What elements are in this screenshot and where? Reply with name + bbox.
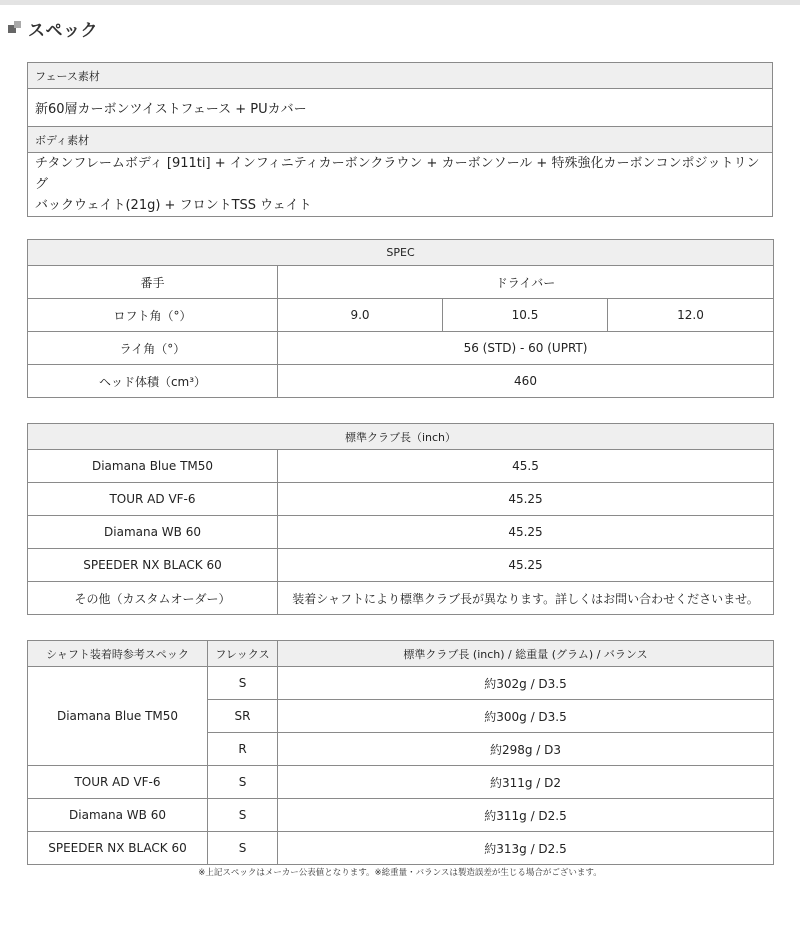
footnote: ※上記スペックはメーカー公表値となります。※総重量・バランスは製造誤差が生じる場合がございます。: [198, 868, 602, 878]
length-value: 45.25: [278, 483, 774, 516]
club-label: 番手: [28, 266, 278, 299]
weight-balance-value: 約302g / D3.5: [278, 667, 774, 700]
section-heading: [8, 17, 98, 39]
flex-value: SR: [208, 700, 278, 733]
volume-value: 460: [278, 365, 774, 398]
shaft-header: シャフト装着時参考スペック: [28, 641, 208, 667]
length-shaft-name: SPEEDER NX BLACK 60: [28, 549, 278, 582]
shaft-name: TOUR AD VF-6: [28, 766, 208, 799]
loft-value: 10.5: [443, 299, 608, 332]
length-value: 45.25: [278, 549, 774, 582]
flex-value: R: [208, 733, 278, 766]
flex-value: S: [208, 832, 278, 865]
length-value: 装着シャフトにより標準クラブ長が異なります。詳しくはお問い合わせくださいませ。: [278, 582, 774, 615]
shaft-name: Diamana Blue TM50: [28, 667, 208, 766]
club-value: ドライバー: [278, 266, 774, 299]
spec-title: SPEC: [28, 240, 774, 266]
lie-label: ライ角（°）: [28, 332, 278, 365]
length-value: 45.5: [278, 450, 774, 483]
body-material-value: [28, 153, 773, 217]
loft-label: ロフト角（°）: [28, 299, 278, 332]
loft-value: 12.0: [608, 299, 774, 332]
face-material-value: 新60層カーボンツイストフェース + PUカバー: [28, 89, 773, 127]
length-shaft-name: TOUR AD VF-6: [28, 483, 278, 516]
volume-label: ヘッド体積（cm³）: [28, 365, 278, 398]
length-shaft-name: Diamana Blue TM50: [28, 450, 278, 483]
weight-balance-value: 約311g / D2.5: [278, 799, 774, 832]
face-material-label: フェース素材: [28, 63, 773, 89]
weight-balance-value: 約311g / D2: [278, 766, 774, 799]
page-title: スペック: [28, 20, 98, 41]
weight-balance-value: 約313g / D2.5: [278, 832, 774, 865]
club-length-table: [27, 423, 774, 615]
flex-value: S: [208, 799, 278, 832]
spec-header: 標準クラブ長 (inch) / 総重量 (グラム) / バランス: [278, 641, 774, 667]
body-material-line-1: チタンフレームボディ [911ti] + インフィニティカーボンクラウン + カーボンソール + 特殊強化カーボンコンポジットリング: [35, 156, 760, 192]
length-title: 標準クラブ長（inch）: [28, 424, 774, 450]
length-value: 45.25: [278, 516, 774, 549]
top-border-bar: [0, 0, 800, 5]
flex-header: フレックス: [208, 641, 278, 667]
flex-value: S: [208, 667, 278, 700]
shaft-name: SPEEDER NX BLACK 60: [28, 832, 208, 865]
flex-value: S: [208, 766, 278, 799]
material-table: [27, 62, 773, 217]
spec-table: [27, 239, 774, 398]
shaft-spec-table: [27, 640, 774, 865]
length-shaft-name: その他（カスタムオーダー）: [28, 582, 278, 615]
loft-value: 9.0: [278, 299, 443, 332]
weight-balance-value: 約298g / D3: [278, 733, 774, 766]
weight-balance-value: 約300g / D3.5: [278, 700, 774, 733]
length-shaft-name: Diamana WB 60: [28, 516, 278, 549]
bullet-squares-icon: [8, 21, 22, 35]
lie-value: 56 (STD) - 60 (UPRT): [278, 332, 774, 365]
shaft-name: Diamana WB 60: [28, 799, 208, 832]
body-material-line-2: バックウェイト(21g) + フロントTSS ウェイト: [35, 198, 312, 213]
body-material-label: ボディ素材: [28, 127, 773, 153]
